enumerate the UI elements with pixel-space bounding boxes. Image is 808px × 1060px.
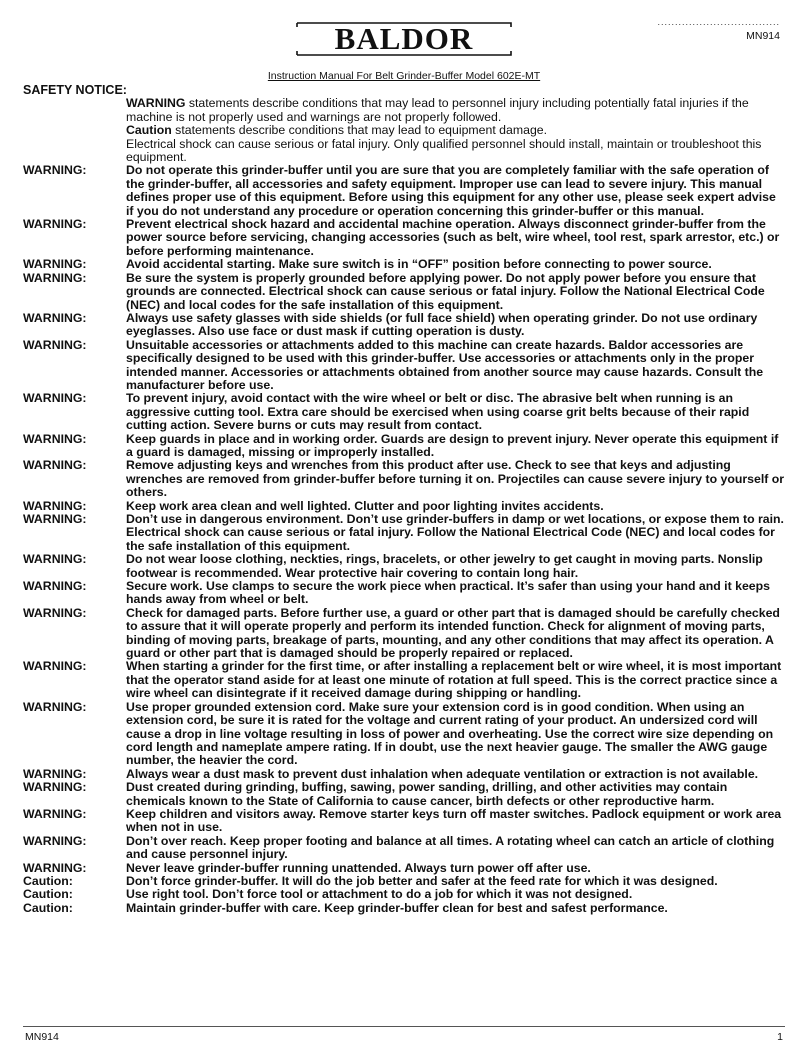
safety-item-text: Don’t over reach. Keep proper footing and balance at all times. A rotating wheel can catch an article of clothing and cause personnel injury.: [126, 833, 775, 862]
safety-item: [23, 392, 785, 432]
footer-page-number: 1: [777, 1031, 783, 1043]
baldor-logo: [287, 20, 521, 58]
safety-item: [23, 459, 785, 499]
safety-item: [23, 875, 785, 888]
safety-item-text: Check for damaged parts. Before further use, a guard or other part that is damaged should be carefully checked to assure that it will operate properly and perform its intended function. Check for alignment of moving parts, binding of moving parts, breakage of parts, mounting, and any other conditions that may affect its operation. A guard or other part that is damaged should be properly repaired or replaced.: [126, 605, 780, 661]
safety-item-text: Never leave grinder-buffer running unattended. Always turn power off after use.: [126, 860, 591, 875]
safety-item-label: Caution:: [23, 900, 73, 915]
safety-item-label: WARNING:: [23, 458, 87, 473]
safety-item-text: Avoid accidental starting. Make sure switch is in “OFF” position before connecting to power source.: [126, 257, 712, 272]
header-doc-ref: [657, 18, 780, 42]
safety-item-label: WARNING:: [23, 310, 87, 325]
safety-item-text: Always use safety glasses with side shields (or full face shield) when operating grinder. Do not use ordinary eyeglasses. Also use face or dust mask if cutting operation is dusty.: [126, 310, 758, 339]
safety-item-text: Dust created during grinding, buffing, sawing, power sanding, drilling, and other activities may contain chemicals known to the State of California to cause cancer, birth defects or other reproductive harm.: [126, 780, 728, 808]
safety-item-text: Keep work area clean and well lighted. Clutter and poor lighting invites accidents.: [126, 498, 604, 513]
safety-item-label: WARNING:: [23, 431, 87, 446]
safety-item-label: WARNING:: [23, 257, 87, 272]
safety-item-label: WARNING:: [23, 391, 87, 406]
shock-notice: Electrical shock can cause serious or fatal injury. Only qualified personnel should install, maintain or troubleshoot this equipment.: [126, 136, 762, 165]
safety-notice-title: SAFETY NOTICE:: [23, 83, 127, 97]
safety-item: [23, 500, 785, 513]
safety-item-label: WARNING:: [23, 860, 87, 875]
safety-items-list: [23, 164, 785, 915]
safety-item-label: Caution:: [23, 887, 73, 902]
safety-item-text: Do not wear loose clothing, neckties, rings, bracelets, or other jewelry to get caught in moving parts. Nonslip footwear is recommended. Wear protective hair covering to contain long hair.: [126, 552, 763, 580]
safety-item-label: WARNING:: [23, 552, 87, 567]
safety-item-label: WARNING:: [23, 498, 87, 513]
safety-item: [23, 164, 785, 218]
safety-item: [23, 272, 785, 312]
safety-item-label: WARNING:: [23, 337, 87, 352]
safety-item-label: WARNING:: [23, 766, 87, 781]
safety-content: [23, 84, 785, 915]
safety-item: [23, 808, 785, 835]
safety-item-text: Always wear a dust mask to prevent dust inhalation when adequate ventilation or extraction is not available.: [126, 766, 759, 781]
safety-item-text: Don’t force grinder-buffer. It will do the job better and safer at the feed rate for which it was designed.: [126, 873, 718, 888]
safety-item-label: WARNING:: [23, 605, 87, 620]
safety-item: [23, 433, 785, 460]
footer-doc-number: MN914: [25, 1031, 59, 1043]
logo-text: BALDOR: [334, 21, 474, 56]
header-doc-number: MN914: [746, 30, 780, 42]
safety-item-text: Keep guards in place and in working order. Guards are design to prevent injury. Never operate this equipment if a guard is damaged, missing or improperly installed.: [126, 431, 779, 459]
caution-definition-text: statements describe conditions that may lead to equipment damage.: [171, 123, 548, 138]
warning-definition-text: statements describe conditions that may lead to personnel injury including potentially fatal injuries if the machine is not properly used and warnings are not properly followed.: [126, 96, 749, 124]
safety-item-label: WARNING:: [23, 270, 87, 285]
safety-item-text: When starting a grinder for the first time, or after installing a replacement belt or wire wheel, it is most important that the operator stand aside for at least one minute of rotation at full speed. This is the correct practice since a wire wheel can disintegrate if it received damage during shipping or handling.: [126, 659, 782, 701]
warning-keyword: WARNING: [126, 96, 186, 111]
safety-item: [23, 888, 785, 901]
safety-item: [23, 339, 785, 393]
safety-item: [23, 312, 785, 339]
safety-item: [23, 553, 785, 580]
safety-item-text: Prevent electrical shock hazard and accidental machine operation. Always disconnect grinder-buffer from the power source before servicing, changing accessories (such as belt, wire wheel, tool rest, spark arrestor, etc.) or before performing maintenance.: [126, 217, 780, 258]
safety-item-label: WARNING:: [23, 780, 87, 795]
safety-item-label: Caution:: [23, 873, 73, 888]
safety-item-text: Use proper grounded extension cord. Make sure your extension cord is in good condition. When using an extension cord, be sure it is rated for the voltage and current rating of your product. An undersized cord will cause a drop in line voltage resulting in loss of power and overheating. Use the correct wire size depending on cord length and nameplate ampere rating. If in doubt, use the next heavier gauge. The smaller the AWG gauge number, the heavier the cord.: [126, 699, 774, 768]
safety-item: [23, 218, 785, 258]
safety-item-text: Unsuitable accessories or attachments added to this machine can create hazards. Baldor accessories are specifically designed to be used with this grinder-buffer. Use accessories or attachments only in the proper intended manner. Accessories or attachments obtained from another source may cause hazards. Consult the manufacturer before use.: [126, 337, 764, 392]
safety-item-label: WARNING:: [23, 579, 87, 594]
safety-item: [23, 835, 785, 862]
safety-item-text: Maintain grinder-buffer with care. Keep grinder-buffer clean for best and safest performance.: [126, 900, 668, 915]
safety-item: [23, 902, 785, 915]
safety-item: [23, 781, 785, 808]
safety-item-text: Do not operate this grinder-buffer until you are sure that you are completely familiar with the safe operation of the grinder-buffer, all accessories and safety equipment. Improper use can lead to severe injury. This manual defines proper use of this equipment. Before using this equipment for any other use, please seek expert advise if you do not understand any procedure or operation concerning this grinder-buffer or this manual.: [126, 163, 776, 218]
safety-item: [23, 862, 785, 875]
safety-item: [23, 513, 785, 553]
manual-subtitle: Instruction Manual For Belt Grinder-Buffer Model 602E-MT: [267, 70, 541, 82]
caution-keyword: Caution: [126, 123, 172, 138]
safety-item-text: To prevent injury, avoid contact with the wire wheel or belt or disc. The abrasive belt when running is an aggressive cutting tool. Extra care should be exercised when using coarse grit belts because of their rapid cutting action. Severe burns or cuts may result from contact.: [126, 391, 750, 433]
safety-item: [23, 607, 785, 661]
safety-item-label: WARNING:: [23, 163, 87, 178]
warning-definition: [126, 97, 785, 124]
safety-item-text: Secure work. Use clamps to secure the work piece when practical. It’s safer than using your hand and it keeps hands away from wheel or belt.: [126, 579, 770, 607]
safety-item: [23, 701, 785, 768]
safety-item-label: WARNING:: [23, 806, 87, 821]
safety-item: [23, 580, 785, 607]
safety-item-text: Remove adjusting keys and wrenches from this product after use. Check to see that keys and adjusting wrenches are removed from grinder-buffer before turning it on. Projectiles can cause severe injury to yourself or others.: [126, 458, 785, 500]
safety-item-label: WARNING:: [23, 659, 87, 674]
safety-item-text: Keep children and visitors away. Remove starter keys turn off master switches. Padlock equipment or work area when not in use.: [126, 806, 782, 835]
safety-item-text: Don’t use in dangerous environment. Don’t use grinder-buffers in damp or wet locations, or expose them to rain. Electrical shock can cause serious or fatal injury. Follow the National Electrical Code (NEC) and local codes for the safe installation of this equipment.: [126, 512, 784, 553]
footer-rule: [23, 1026, 785, 1027]
header-dotted-rule: ...................................: [657, 18, 780, 27]
safety-item-text: Be sure the system is properly grounded before applying power. Do not apply power before you ensure that grounds are connected. Electrical shock can cause serious or fatal injury. Follow the National Electrical Code (NEC) and local codes for the safe installation of this equipment.: [126, 270, 765, 312]
safety-item: [23, 768, 785, 781]
safety-item-label: WARNING:: [23, 217, 87, 232]
safety-item-label: WARNING:: [23, 699, 87, 714]
safety-item-text: Use right tool. Don’t force tool or attachment to do a job for which it was not designed.: [126, 887, 633, 902]
safety-item: [23, 660, 785, 700]
safety-item-label: WARNING:: [23, 512, 87, 526]
caution-definition: [126, 124, 785, 137]
safety-item: [23, 258, 785, 271]
safety-item-label: WARNING:: [23, 833, 87, 848]
